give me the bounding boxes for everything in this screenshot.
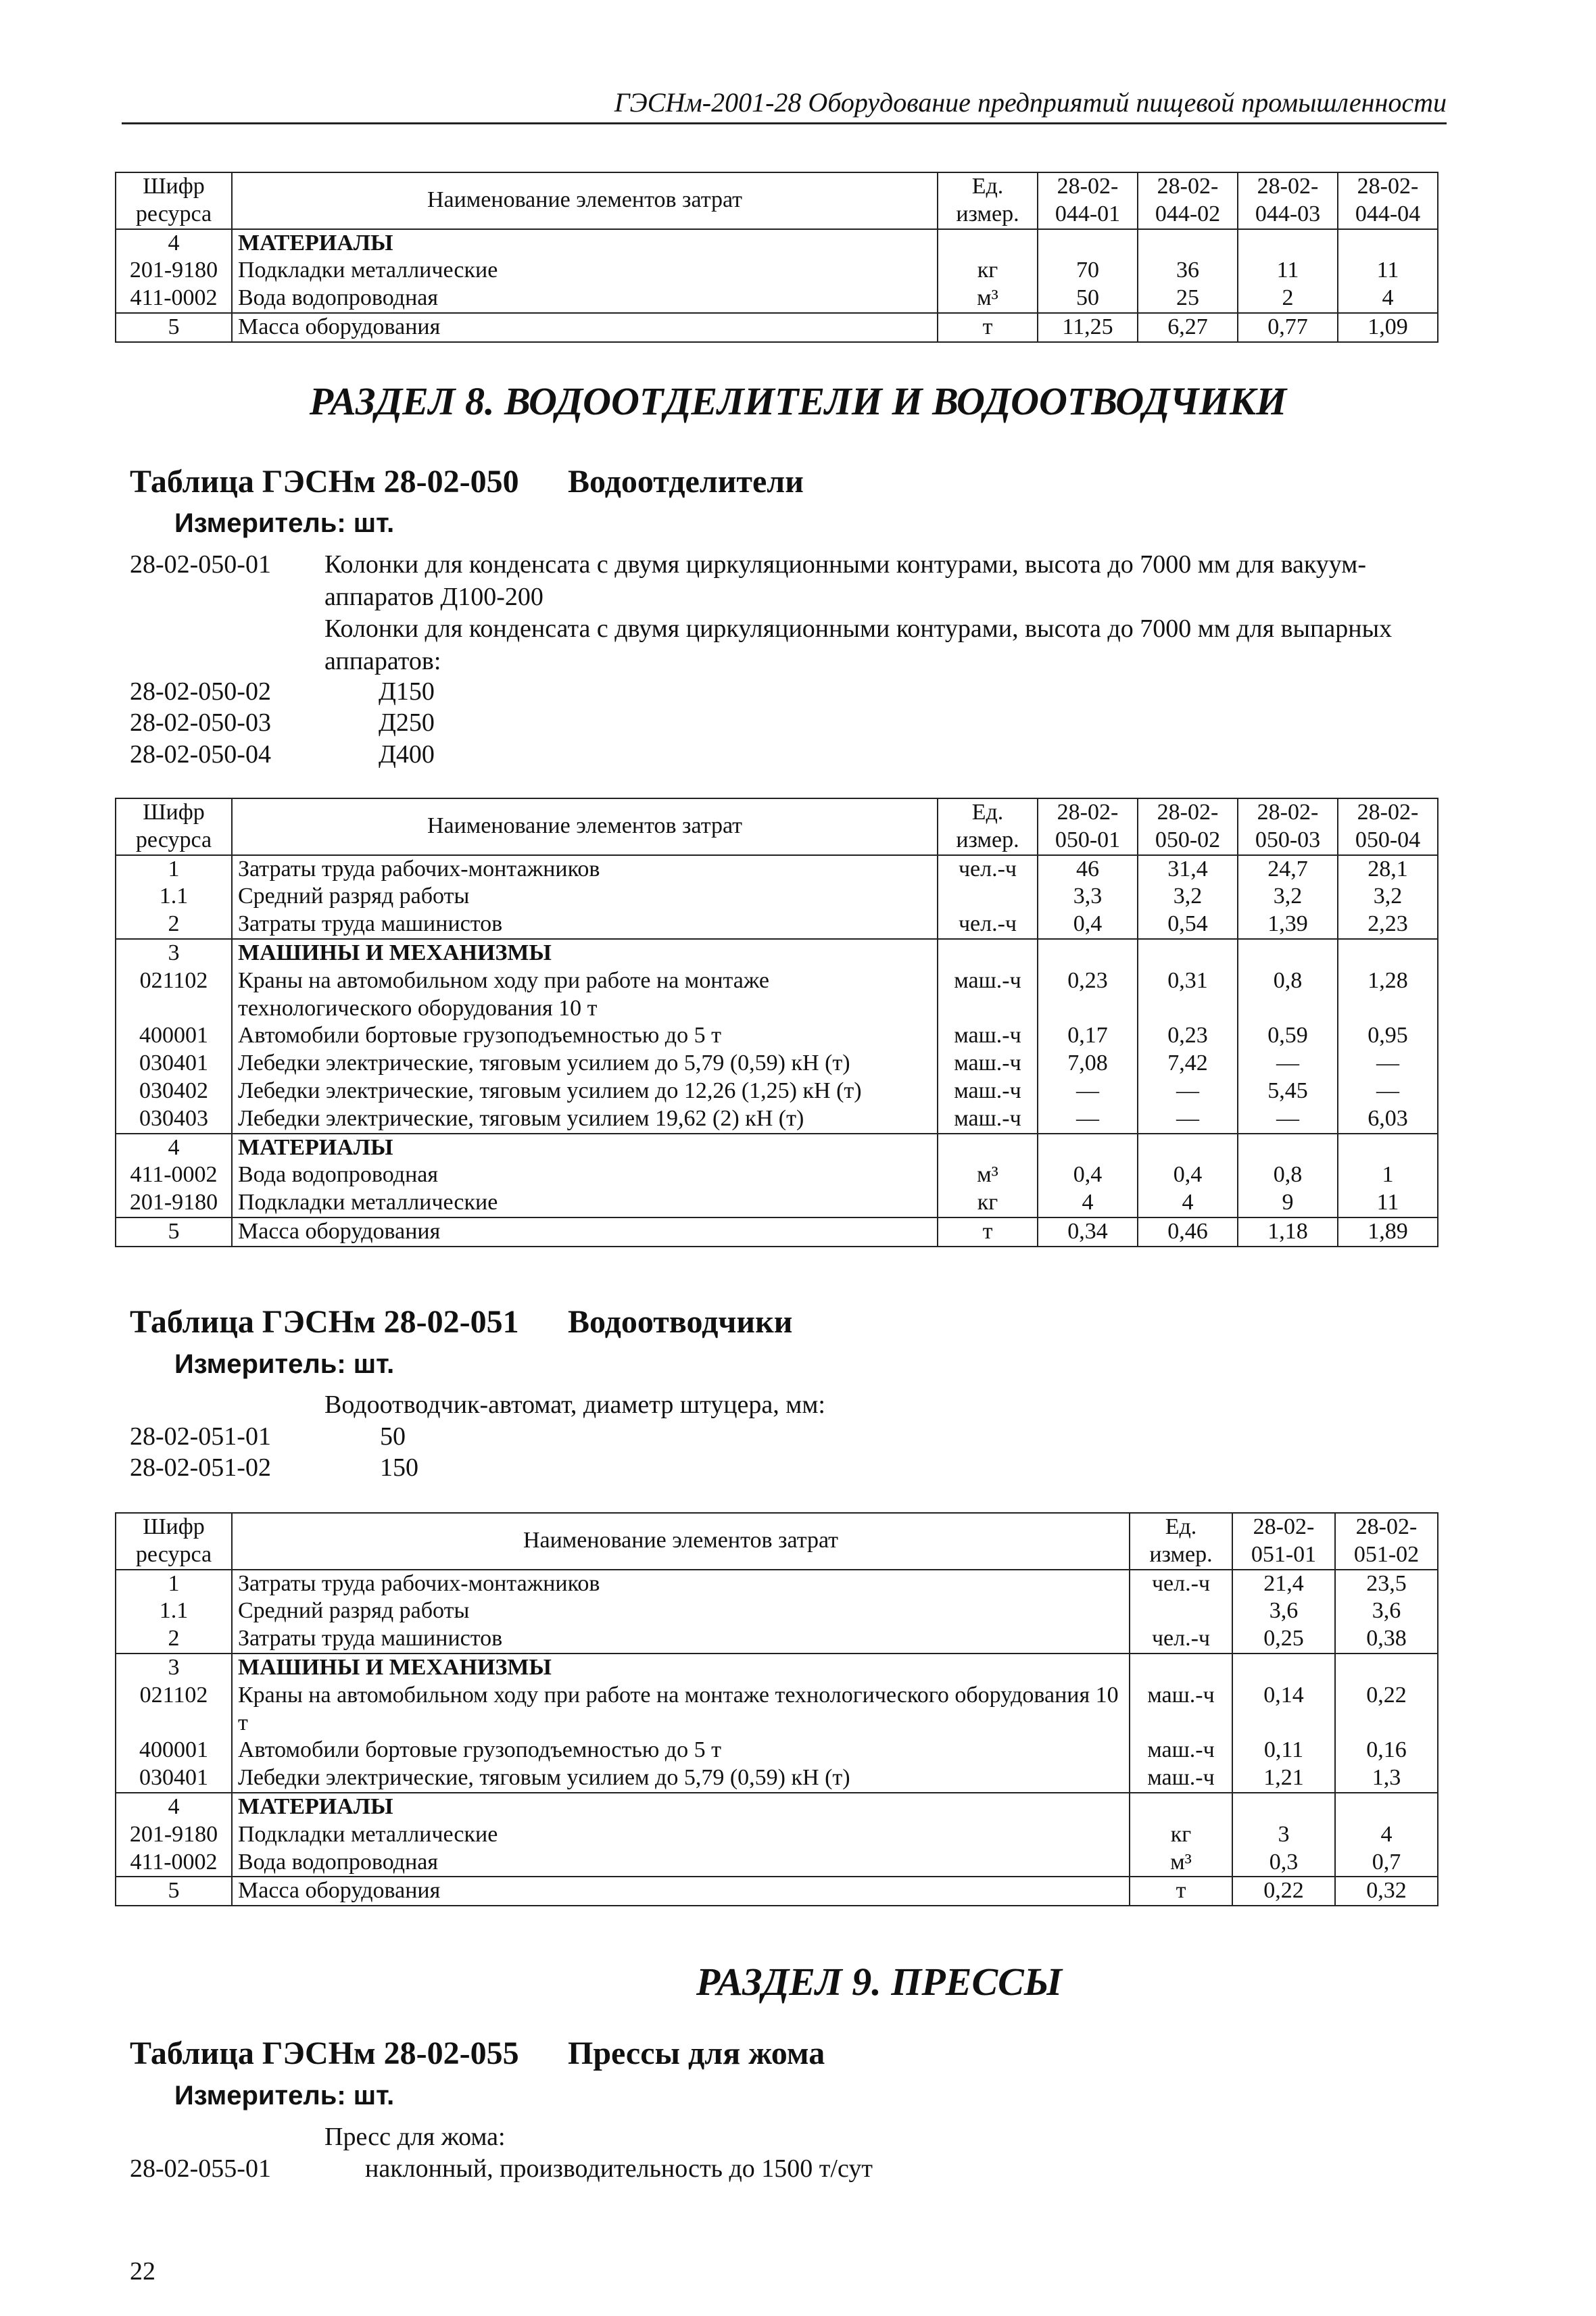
item-desc: Колонки для конденсата с двумя циркуляционными контурами, высота до 7000 мм для вакуум- [324, 550, 1367, 579]
cell-value: 2 [1238, 285, 1338, 313]
table-row [116, 1821, 1438, 1849]
cell-code: 411-0002 [116, 1849, 232, 1877]
cell-code: 030403 [116, 1105, 232, 1134]
cell-value: 3 [1232, 1821, 1335, 1849]
item-code: 28-02-051-01 [130, 1422, 271, 1451]
cell-value: 1,09 [1338, 313, 1438, 342]
table-row [116, 313, 1438, 342]
cell-code: 1 [116, 855, 232, 884]
head-col: 28-02- 051-02 [1335, 1513, 1438, 1570]
cell-value: 46 [1038, 855, 1138, 884]
cell-value: 4 [1038, 1189, 1138, 1217]
head-unit: Ед. измер. [938, 172, 1038, 229]
cell-value: 36 [1138, 257, 1238, 285]
table-row [116, 1570, 1438, 1598]
cell-name: Краны на автомобильном ходу при работе на монтаже технологического оборудования 10 т [232, 1682, 1130, 1737]
cell-code: 021102 [116, 967, 232, 1023]
cell-name: Масса оборудования [232, 1217, 938, 1247]
cell-unit: м³ [938, 1161, 1038, 1189]
table-row [116, 1078, 1438, 1105]
cell-value [1232, 1654, 1335, 1682]
cell-value: 0,54 [1138, 911, 1238, 939]
cell-value: 4 [1138, 1189, 1238, 1217]
cell-name: Масса оборудования [232, 1877, 1130, 1906]
cell-value: — [1038, 1105, 1138, 1134]
cell-unit: т [938, 313, 1038, 342]
cell-code: 5 [116, 313, 232, 342]
cell-value [1038, 229, 1138, 258]
cell-code: 201-9180 [116, 1821, 232, 1849]
cell-value: — [1138, 1078, 1238, 1105]
cell-unit: м³ [1130, 1849, 1232, 1877]
cell-value: 1 [1338, 1161, 1438, 1189]
cell-value: 3,2 [1238, 883, 1338, 911]
cell-value [1138, 939, 1238, 967]
head-col: 28-02- 044-01 [1038, 172, 1138, 229]
table-row [116, 1105, 1438, 1134]
cell-value: — [1338, 1078, 1438, 1105]
cell-unit: м³ [938, 285, 1038, 313]
item-value: Д150 [379, 677, 435, 706]
cell-name: Лебедки электрические, тяговым усилием до 12,26 (1,25) кН (т) [232, 1078, 938, 1105]
head-col: 28-02- 044-04 [1338, 172, 1438, 229]
cell-value [1338, 1134, 1438, 1162]
table-row [116, 1161, 1438, 1189]
cell-code: 400001 [116, 1737, 232, 1764]
head-unit: Ед. измер. [1130, 1513, 1232, 1570]
cell-unit: кг [938, 257, 1038, 285]
cell-name: Средний разряд работы [232, 883, 938, 911]
cell-code: 5 [116, 1877, 232, 1906]
cell-value: 0,16 [1335, 1737, 1438, 1764]
cell-code: 2 [116, 1625, 232, 1654]
cell-value [1038, 939, 1138, 967]
cell-value: 11,25 [1038, 313, 1138, 342]
item-code: 28-02-050-04 [130, 740, 271, 769]
cell-value: 0,38 [1335, 1625, 1438, 1654]
item-desc: аппаратов: [324, 647, 441, 675]
table-row [116, 939, 1438, 967]
cell-unit: т [1130, 1877, 1232, 1906]
cell-value: 3,2 [1138, 883, 1238, 911]
cost-table-050 [115, 798, 1438, 1247]
cell-value: 0,23 [1138, 1022, 1238, 1050]
cell-value: 7,08 [1038, 1050, 1138, 1078]
table-row [116, 855, 1438, 884]
item-code: 28-02-050-03 [130, 708, 271, 737]
cell-unit [938, 1134, 1038, 1162]
head-col: 28-02- 050-02 [1138, 798, 1238, 855]
cell-value: 3,2 [1338, 883, 1438, 911]
cell-unit [1130, 1654, 1232, 1682]
table-row [116, 911, 1438, 939]
cell-value [1335, 1793, 1438, 1821]
cell-value: 31,4 [1138, 855, 1238, 884]
cell-unit: кг [938, 1189, 1038, 1217]
cell-name: МАШИНЫ И МЕХАНИЗМЫ [232, 939, 938, 967]
cell-value: 3,6 [1232, 1597, 1335, 1625]
table-051-caption-name: Водоотводчики [568, 1304, 793, 1340]
table-row [116, 285, 1438, 313]
cell-unit: маш.-ч [938, 1050, 1038, 1078]
cell-name: Вода водопроводная [232, 1161, 938, 1189]
cell-value: 11 [1338, 257, 1438, 285]
cell-value: 70 [1038, 257, 1138, 285]
cell-name: Лебедки электрические, тяговым усилием до 5,79 (0,59) кН (т) [232, 1050, 938, 1078]
cell-value: 23,5 [1335, 1570, 1438, 1598]
cell-code: 201-9180 [116, 257, 232, 285]
item-intro: Пресс для жома: [324, 2123, 506, 2151]
cell-value: 6,03 [1338, 1105, 1438, 1134]
cell-value: 0,17 [1038, 1022, 1138, 1050]
cell-value: 0,4 [1038, 1161, 1138, 1189]
cell-name: Масса оборудования [232, 313, 938, 342]
cell-code: 201-9180 [116, 1189, 232, 1217]
cell-value [1038, 1134, 1138, 1162]
cell-code: 411-0002 [116, 1161, 232, 1189]
item-code: 28-02-051-02 [130, 1453, 271, 1482]
cell-value: 1,21 [1232, 1764, 1335, 1793]
cell-value: 0,34 [1038, 1217, 1138, 1247]
item-value: 150 [380, 1453, 418, 1482]
cell-code: 021102 [116, 1682, 232, 1737]
head-col: 28-02- 044-02 [1138, 172, 1238, 229]
head-col: 28-02- 050-01 [1038, 798, 1138, 855]
cell-value: 25 [1138, 285, 1238, 313]
running-header: ГЭСНм-2001-28 Оборудование предприятий пищевой промышленности [122, 87, 1447, 124]
cell-value: 0,8 [1238, 1161, 1338, 1189]
cell-code: 4 [116, 229, 232, 258]
cell-value: 0,32 [1335, 1877, 1438, 1906]
table-055-caption-code: Таблица ГЭСНм 28-02-055 [130, 2035, 519, 2071]
cell-value: — [1038, 1078, 1138, 1105]
head-code: Шифр ресурса [116, 798, 232, 855]
cell-name: Затраты труда рабочих-монтажников [232, 855, 938, 884]
item-code: 28-02-050-01 [130, 550, 271, 579]
cell-value: 11 [1338, 1189, 1438, 1217]
cell-unit: маш.-ч [938, 1105, 1038, 1134]
cell-code: 3 [116, 1654, 232, 1682]
cell-value: 9 [1238, 1189, 1338, 1217]
cell-value: 0,11 [1232, 1737, 1335, 1764]
cell-unit: чел.-ч [938, 855, 1038, 884]
cell-code: 1 [116, 1570, 232, 1598]
table-row [116, 1189, 1438, 1217]
cell-name: МАТЕРИАЛЫ [232, 1134, 938, 1162]
cell-code: 030401 [116, 1764, 232, 1793]
cell-code: 5 [116, 1217, 232, 1247]
cell-unit: маш.-ч [1130, 1764, 1232, 1793]
cell-unit: маш.-ч [1130, 1682, 1232, 1737]
head-col: 28-02- 051-01 [1232, 1513, 1335, 1570]
cell-code: 1.1 [116, 883, 232, 911]
cell-code: 400001 [116, 1022, 232, 1050]
table-row [116, 229, 1438, 258]
cell-value: 21,4 [1232, 1570, 1335, 1598]
table-row [116, 1877, 1438, 1906]
cell-value: 1,39 [1238, 911, 1338, 939]
table-row [116, 1022, 1438, 1050]
head-name: Наименование элементов затрат [232, 172, 938, 229]
cell-name: Затраты труда рабочих-монтажников [232, 1570, 1130, 1598]
cell-unit [938, 939, 1038, 967]
cell-value [1232, 1793, 1335, 1821]
cell-unit: чел.-ч [1130, 1570, 1232, 1598]
cell-code: 2 [116, 911, 232, 939]
cell-value: 0,46 [1138, 1217, 1238, 1247]
cell-unit [938, 883, 1038, 911]
item-value: Д250 [379, 708, 435, 737]
cell-unit: чел.-ч [1130, 1625, 1232, 1654]
cell-value: 2,23 [1338, 911, 1438, 939]
item-desc: аппаратов Д100-200 [324, 583, 543, 611]
cell-code: 030401 [116, 1050, 232, 1078]
cell-name: МАШИНЫ И МЕХАНИЗМЫ [232, 1654, 1130, 1682]
cell-unit: кг [1130, 1821, 1232, 1849]
cell-unit: маш.-ч [938, 1078, 1038, 1105]
table-051-caption-code: Таблица ГЭСНм 28-02-051 [130, 1304, 519, 1340]
cell-name: МАТЕРИАЛЫ [232, 229, 938, 258]
table-row [116, 1654, 1438, 1682]
cell-value: 3,3 [1038, 883, 1138, 911]
cell-value: 0,14 [1232, 1682, 1335, 1737]
cell-unit [1130, 1597, 1232, 1625]
cell-name: Краны на автомобильном ходу при работе на монтаже технологического оборудования 10 т [232, 967, 938, 1023]
cell-value: 1,18 [1238, 1217, 1338, 1247]
table-row [116, 1217, 1438, 1247]
cell-value: 0,95 [1338, 1022, 1438, 1050]
table-050-measure: Измеритель: шт. [174, 508, 395, 538]
cell-unit: маш.-ч [938, 967, 1038, 1023]
cell-value: 0,7 [1335, 1849, 1438, 1877]
cell-value: 4 [1335, 1821, 1438, 1849]
cell-value: 28,1 [1338, 855, 1438, 884]
cell-code: 4 [116, 1134, 232, 1162]
cell-unit [938, 229, 1038, 258]
cell-value [1338, 229, 1438, 258]
head-col: 28-02- 050-04 [1338, 798, 1438, 855]
item-code: 28-02-055-01 [130, 2154, 271, 2183]
table-row [116, 1682, 1438, 1737]
table-row [116, 1849, 1438, 1877]
cell-value: 5,45 [1238, 1078, 1338, 1105]
table-051-measure: Измеритель: шт. [174, 1349, 395, 1379]
cell-value: — [1238, 1105, 1338, 1134]
cell-code: 411-0002 [116, 285, 232, 313]
cell-name: Автомобили бортовые грузоподъемностью до 5 т [232, 1022, 938, 1050]
cell-name: Подкладки металлические [232, 257, 938, 285]
cell-code: 030402 [116, 1078, 232, 1105]
table-row [116, 967, 1438, 1023]
cell-value [1335, 1654, 1438, 1682]
item-intro: Водоотводчик-автомат, диаметр штуцера, мм: [324, 1391, 825, 1419]
cell-value: 0,4 [1038, 911, 1138, 939]
cell-value: 0,22 [1232, 1877, 1335, 1906]
table-row [116, 257, 1438, 285]
cell-value: 3,6 [1335, 1597, 1438, 1625]
cell-value [1238, 1134, 1338, 1162]
cell-name: Лебедки электрические, тяговым усилием до 5,79 (0,59) кН (т) [232, 1764, 1130, 1793]
cell-code: 4 [116, 1793, 232, 1821]
head-col: 28-02- 044-03 [1238, 172, 1338, 229]
head-name: Наименование элементов затрат [232, 798, 938, 855]
cell-value: 50 [1038, 285, 1138, 313]
table-050-caption-code: Таблица ГЭСНм 28-02-050 [130, 464, 519, 500]
cell-value [1238, 229, 1338, 258]
cost-table-044 [115, 172, 1438, 343]
item-code: 28-02-050-02 [130, 677, 271, 706]
cell-name: Средний разряд работы [232, 1597, 1130, 1625]
cell-value: 1,28 [1338, 967, 1438, 1023]
cell-value: 0,4 [1138, 1161, 1238, 1189]
cell-value: 0,77 [1238, 313, 1338, 342]
cell-value: 24,7 [1238, 855, 1338, 884]
section-8-title: РАЗДЕЛ 8. ВОДООТДЕЛИТЕЛИ И ВОДООТВОДЧИКИ [309, 379, 1287, 423]
cell-value: 0,3 [1232, 1849, 1335, 1877]
item-value: Д400 [379, 740, 435, 769]
head-code: Шифр ресурса [116, 1513, 232, 1570]
table-row [116, 1134, 1438, 1162]
item-value: 50 [380, 1422, 406, 1451]
table-row [116, 1597, 1438, 1625]
cell-name: Подкладки металлические [232, 1189, 938, 1217]
table-055-caption-name: Прессы для жома [568, 2035, 825, 2071]
cell-name: Автомобили бортовые грузоподъемностью до 5 т [232, 1737, 1130, 1764]
table-row [116, 1050, 1438, 1078]
table-055-measure: Измеритель: шт. [174, 2081, 395, 2110]
cell-value: — [1138, 1105, 1238, 1134]
cell-code: 3 [116, 939, 232, 967]
cell-unit: маш.-ч [1130, 1737, 1232, 1764]
cell-value: 0,8 [1238, 967, 1338, 1023]
head-col: 28-02- 050-03 [1238, 798, 1338, 855]
table-row [116, 1764, 1438, 1793]
table-050-caption-name: Водоотделители [568, 464, 804, 500]
cell-name: Затраты труда машинистов [232, 911, 938, 939]
cell-unit [1130, 1793, 1232, 1821]
cell-unit: маш.-ч [938, 1022, 1038, 1050]
cell-name: Подкладки металлические [232, 1821, 1130, 1849]
cell-value: 6,27 [1138, 313, 1238, 342]
item-desc: Колонки для конденсата с двумя циркуляционными контурами, высота до 7000 мм для выпарных [324, 614, 1393, 643]
table-row [116, 1793, 1438, 1821]
cell-name: Вода водопроводная [232, 285, 938, 313]
cell-value: 0,22 [1335, 1682, 1438, 1737]
cell-value: 1,3 [1335, 1764, 1438, 1793]
cell-name: Лебедки электрические, тяговым усилием 19,62 (2) кН (т) [232, 1105, 938, 1134]
section-9-title: РАЗДЕЛ 9. ПРЕССЫ [696, 1960, 1063, 2004]
cell-name: Вода водопроводная [232, 1849, 1130, 1877]
cell-value: 0,23 [1038, 967, 1138, 1023]
cost-table-051 [115, 1512, 1438, 1906]
cell-value [1138, 1134, 1238, 1162]
table-row [116, 1737, 1438, 1764]
cell-value: 11 [1238, 257, 1338, 285]
table-row [116, 883, 1438, 911]
cell-value: 1,89 [1338, 1217, 1438, 1247]
head-name: Наименование элементов затрат [232, 1513, 1130, 1570]
cell-code: 1.1 [116, 1597, 232, 1625]
cell-value: 0,25 [1232, 1625, 1335, 1654]
cell-name: МАТЕРИАЛЫ [232, 1793, 1130, 1821]
cell-value: — [1338, 1050, 1438, 1078]
head-unit: Ед. измер. [938, 798, 1038, 855]
cell-value: 7,42 [1138, 1050, 1238, 1078]
page-number: 22 [130, 2257, 155, 2286]
cell-value [1238, 939, 1338, 967]
cell-value: 0,59 [1238, 1022, 1338, 1050]
cell-value: 0,31 [1138, 967, 1238, 1023]
cell-name: Затраты труда машинистов [232, 1625, 1130, 1654]
cell-value [1338, 939, 1438, 967]
cell-unit: т [938, 1217, 1038, 1247]
item-value: наклонный, производительность до 1500 т/сут [365, 2154, 873, 2183]
cell-value: — [1238, 1050, 1338, 1078]
cell-value: 4 [1338, 285, 1438, 313]
cell-value [1138, 229, 1238, 258]
head-code: Шифр ресурса [116, 172, 232, 229]
table-row [116, 1625, 1438, 1654]
cell-unit: чел.-ч [938, 911, 1038, 939]
